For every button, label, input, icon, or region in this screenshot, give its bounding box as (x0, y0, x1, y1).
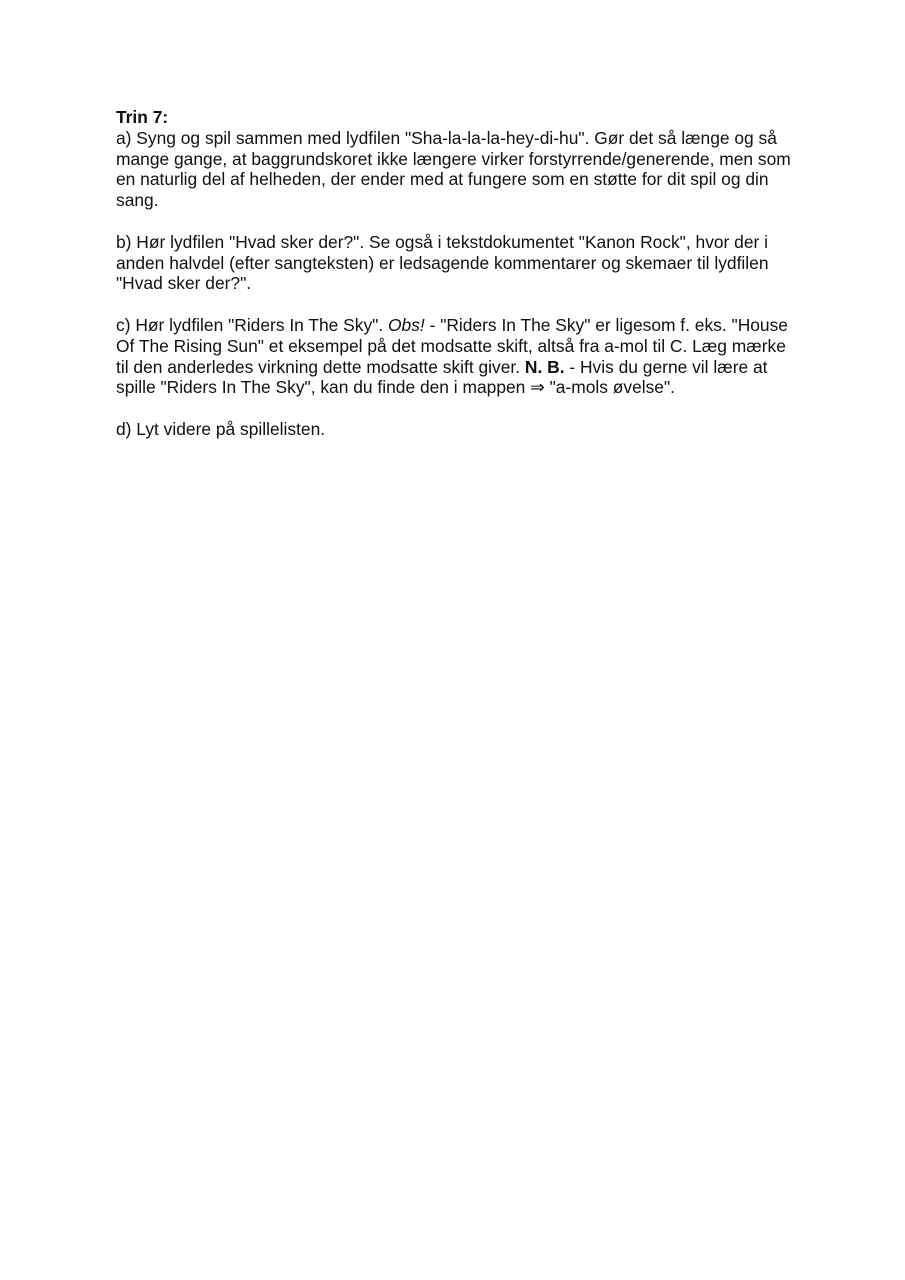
item-b-paragraph: b) Hør lydfilen "Hvad sker der?". Se også i tekstdokumentet "Kanon Rock", hvor der i anden halvdel (efter sangteksten) er ledsagende kommentarer og skemaer til lydfilen "Hvad sker der?". (116, 231, 769, 294)
step-heading: Trin 7: (116, 107, 169, 127)
item-c-text-part2: - "Riders In The Sky" er ligesom f. eks. "House Of The Rising Sun" et eksempel på det modsatte skift, altså fra a-mol til C. Læg mærke til den anderledes virkning dette modsatte skift giver. (116, 314, 788, 377)
item-c-text-part3: - Hvis du gerne vil lære at spille "Riders In The Sky", kan du finde den i mappen ⇒ "a-mols øvelse". (116, 356, 768, 398)
document-page (116, 107, 796, 461)
obs-label: Obs! (388, 314, 425, 335)
item-c-paragraph (116, 315, 796, 398)
item-c-text-part1: c) Hør lydfilen "Riders In The Sky". (116, 314, 388, 335)
nb-label: N. B. (524, 356, 565, 377)
item-a-paragraph: a) Syng og spil sammen med lydfilen "Sha-la-la-la-hey-di-hu". Gør det så længe og så mange gange, at baggrundskoret ikke længere virker forstyrrende/generende, men som en naturlig del af helheden, der ender med at fungere som en støtte for dit spil og din sang. (116, 127, 791, 211)
item-d-paragraph: d) Lyt videre på spillelisten. (116, 418, 326, 439)
